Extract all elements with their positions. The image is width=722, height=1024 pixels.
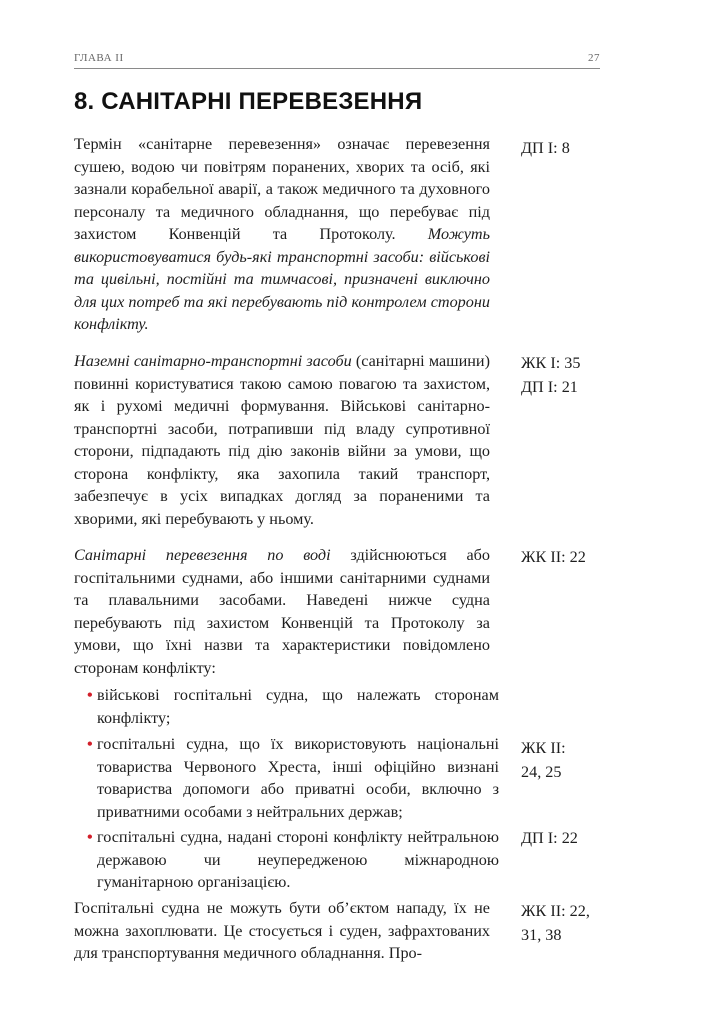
reference-line: ДП I: 8: [521, 139, 570, 157]
running-header: [74, 52, 600, 69]
list-item: [87, 733, 499, 823]
reference-line: ЖК II: 22,: [521, 902, 590, 920]
margin-reference: [521, 826, 611, 850]
section-title: 8. САНІТАРНІ ПЕРЕВЕЗЕННЯ: [74, 88, 423, 115]
bullet-icon: •: [87, 686, 93, 704]
margin-reference: [521, 545, 611, 569]
paragraph-hospital-ships: [74, 897, 490, 965]
paragraph-text: Термін «санітарне перевезення» означає перевезення сушею, водою чи повітрям поранених, хворих та осіб, які зазнали корабельної аварії, а також медичного та духовного персоналу та медичного обладнання, що перебуває під захистом Конвенцій та Протоколу.: [74, 135, 490, 243]
reference-line: ЖК I: 35: [521, 354, 581, 372]
reference-line: ЖК II: 22: [521, 548, 586, 566]
paragraph-text: Госпітальні судна не можуть бути об’єктом нападу, їх не можна захоплювати. Це стосується і суден, зафрахтованих для транспортування медичного обладнання. Про-: [74, 899, 490, 962]
paragraph-italic-text: Наземні санітарно-транспортні засоби: [74, 352, 352, 370]
paragraph-text: (санітарні машини) повинні користуватися такою самою повагою та захистом, як і рухомі медичні формування. Військові санітарно-транспортні засоби, потрапивши під владу супротивної сторони, підпадають під дію законів війни за умови, що сторона конфлікту, яка захопила такий транспорт, забезпечує в усіх випадках догляд за пораненими та хворими, які перебувають у ньому.: [74, 352, 490, 528]
reference-line: ДП I: 22: [521, 829, 578, 847]
paragraph-italic-text: Санітарні перевезення по воді: [74, 546, 331, 564]
paragraph-italic-text: Можуть використовуватися будь-які транспортні засоби: військові та цивільні, постійні та тимчасові, призначені виключно для цих потреб та які перебувають під контролем сторони конфлікту.: [74, 225, 490, 333]
list-item-text: госпітальні судна, надані стороні конфлікту нейтральною державою чи неупередженою міжнародною гуманітарною організацією.: [97, 828, 499, 891]
margin-reference: [521, 899, 611, 947]
list-item-text: військові госпітальні судна, що належать сторонам конфлікту;: [97, 686, 499, 727]
reference-line: ЖК II:: [521, 739, 566, 757]
list-item: [87, 684, 499, 729]
bullet-icon: •: [87, 828, 93, 846]
list-item: [87, 826, 499, 894]
margin-reference: [521, 136, 611, 160]
bullet-icon: •: [87, 735, 93, 753]
paragraph-sea-transport: [74, 544, 490, 679]
reference-line: 31, 38: [521, 926, 562, 944]
paragraph-medical-transport-definition: [74, 133, 490, 336]
list-item-text: госпітальні судна, що їх використовують національні товариства Червоного Хреста, інші офіційно визнані товариства допомоги або приватні особи, включно з приватними особами з нейтральних держав;: [97, 735, 499, 821]
paragraph-text: здійснюються або госпітальними суднами, або іншими санітарними суднами та плавальними засобами. Наведені нижче судна перебувають під захистом Конвенцій та Протоколу за умови, що їхні назви та характеристики повідомлено сторонам конфлікту:: [74, 546, 491, 677]
page-number: 27: [588, 52, 600, 64]
margin-reference: [521, 351, 611, 399]
paragraph-land-transport: [74, 350, 490, 530]
chapter-label: ГЛАВА II: [74, 52, 124, 64]
margin-reference: [521, 736, 611, 784]
reference-line: ДП I: 21: [521, 378, 578, 396]
reference-line: 24, 25: [521, 763, 562, 781]
